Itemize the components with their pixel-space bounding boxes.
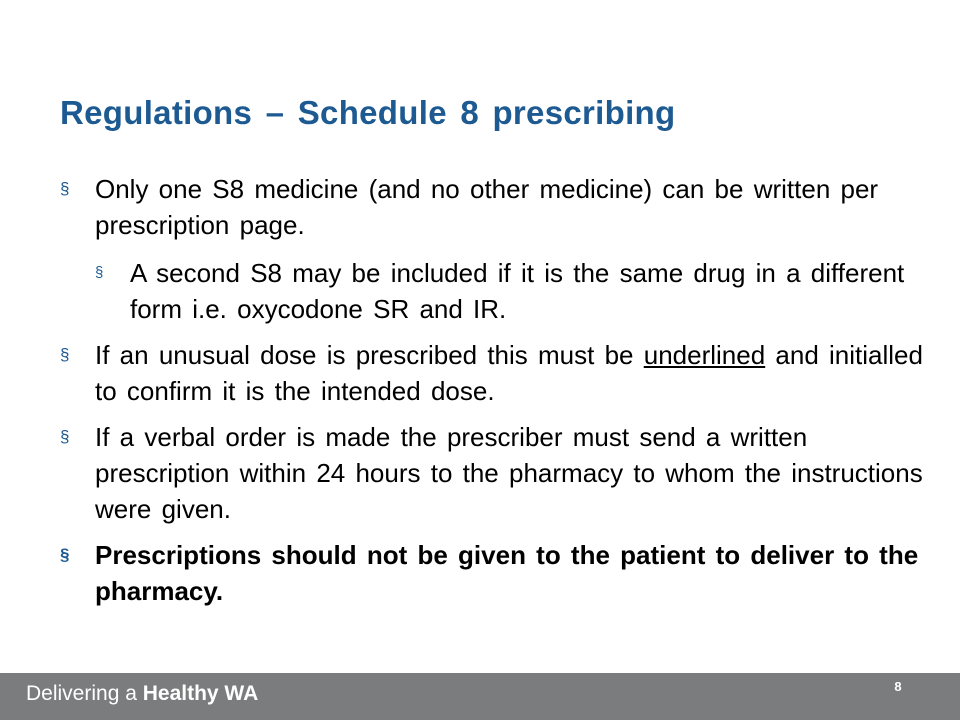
square-bullet-icon: § <box>60 427 70 446</box>
square-bullet-icon: § <box>60 545 70 564</box>
bullet-item <box>60 419 948 527</box>
bullet-item-emphasis <box>60 537 948 609</box>
square-bullet-icon: § <box>95 264 104 281</box>
square-bullet-icon: § <box>60 345 70 364</box>
square-bullet-icon: § <box>60 179 70 198</box>
sub-bullet-text: A second S8 may be included if it is the same drug in a different form i.e. oxycodone SR and IR. <box>130 258 905 324</box>
slide-content <box>60 171 948 609</box>
footer-brand <box>26 682 258 706</box>
bullet-item <box>60 171 948 327</box>
brand-prefix: Delivering a <box>26 682 143 705</box>
brand-strong: Healthy WA <box>142 682 259 705</box>
bullet-text: If a verbal order is made the prescriber must send a written prescription within 24 hours to the pharmacy to whom the instructions were given. <box>95 422 923 524</box>
underlined-word: underlined <box>643 340 766 370</box>
bullet-text-end: and initialled to confirm it is the intended dose. <box>95 340 923 406</box>
bullet-text: Only one S8 medicine (and no other medicine) can be written per prescription page. <box>95 174 879 240</box>
page-number: 8 <box>894 679 902 694</box>
sub-bullet-item <box>95 255 940 327</box>
bullet-text: Prescriptions should not be given to the patient to deliver to the pharmacy. <box>95 540 919 606</box>
bullet-text-start: If an unusual dose is prescribed this must be <box>95 340 644 370</box>
bullet-item <box>60 337 948 409</box>
footer-bar <box>0 673 960 720</box>
slide-title: Regulations – Schedule 8 prescribing <box>60 94 676 131</box>
